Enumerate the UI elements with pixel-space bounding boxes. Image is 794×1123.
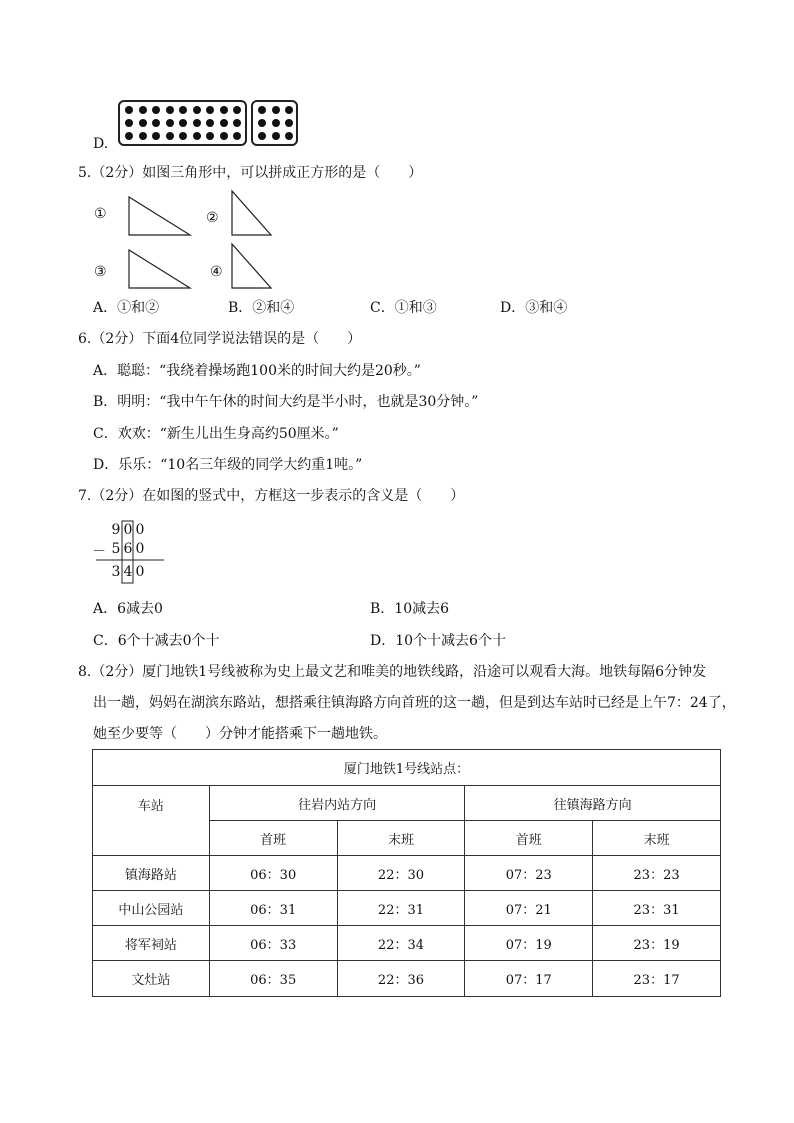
dir1-last-time: 22：34 [337, 926, 465, 961]
calc-highlight-box [122, 521, 133, 583]
calc-lines [0, 500, 200, 590]
dir2-last-header: 末班 [593, 821, 721, 856]
station-name: 文灶站 [93, 961, 210, 997]
q6-option-b: B．明明：“我中午午休的时间大约是半小时，也就是30分钟。” [93, 394, 479, 410]
direction-zhenhai-header: 往镇海路方向 [465, 786, 721, 821]
triangle-label-4: ④ [210, 264, 223, 280]
triangle-4 [232, 244, 271, 288]
q5-option-b: B．②和④ [228, 300, 295, 316]
q5-triangles [0, 0, 794, 320]
calc-r2-d2: 6 [123, 541, 133, 557]
calc-r1-d2: 0 [123, 522, 133, 538]
triangle-label-1: ① [94, 206, 107, 222]
table-title: 厦门地铁1号线站点： [93, 750, 721, 786]
dir1-first-time: 06：35 [209, 961, 337, 997]
dir2-first-header: 首班 [465, 821, 593, 856]
calc-r3-d2: 4 [123, 564, 133, 580]
direction-yannei-header: 往岩内站方向 [209, 786, 465, 821]
dir1-last-time: 22：36 [337, 961, 465, 997]
table-row [93, 856, 721, 891]
q7-stem: 7.（2分）在如图的竖式中，方框这一步表示的含义是（ ） [78, 488, 465, 504]
q7-option-c: C．6个十减去0个十 [93, 633, 220, 649]
q5-option-a: A．①和② [93, 300, 160, 316]
q8-stem-line3: 她至少要等（ ）分钟才能搭乘下一趟地铁。 [93, 726, 387, 742]
dir2-first-time: 07：23 [465, 856, 593, 891]
q5-option-d: D．③和④ [500, 300, 568, 316]
q6-stem: 6.（2分）下面4位同学说法错误的是（ ） [78, 331, 362, 347]
dir2-last-time: 23：17 [593, 961, 721, 997]
q6-option-a: A．聪聪：“我绕着操场跑100米的时间大约是20秒。” [93, 363, 421, 379]
dir1-first-time: 06：31 [209, 891, 337, 926]
station-name: 将军祠站 [93, 926, 210, 961]
dir2-last-time: 23：23 [593, 856, 721, 891]
triangle-label-2: ② [206, 210, 219, 226]
dir1-first-header: 首班 [209, 821, 337, 856]
dir1-last-time: 22：30 [337, 856, 465, 891]
triangle-label-3: ③ [94, 264, 107, 280]
q8-stem-line1: 8.（2分）厦门地铁1号线被称为史上最文艺和唯美的地铁线路，沿途可以观看大海。地铁每隔6分钟发 [78, 664, 707, 680]
table-row [93, 891, 721, 926]
triangle-1 [129, 197, 190, 235]
q7-option-d: D．10个十减去6个十 [370, 633, 506, 649]
q6-option-c: C．欢欢：“新生儿出生身高约50厘米。” [93, 426, 339, 442]
table-row [93, 926, 721, 961]
dir1-last-header: 末班 [337, 821, 465, 856]
dir2-first-time: 07：19 [465, 926, 593, 961]
calc-r1-d1: 9 [111, 522, 121, 538]
dir2-first-time: 07：21 [465, 891, 593, 926]
subway-schedule-table [92, 749, 721, 997]
dir1-last-time: 22：31 [337, 891, 465, 926]
q5-option-c: C．①和③ [370, 300, 437, 316]
triangle-2 [232, 191, 271, 235]
station-header: 车站 [93, 786, 210, 856]
calc-r1-d3: 0 [135, 522, 145, 538]
calc-r2-d3: 0 [135, 541, 145, 557]
calc-r3-d3: 0 [135, 564, 145, 580]
dir1-first-time: 06：33 [209, 926, 337, 961]
q7-option-a: A．6减去0 [93, 601, 163, 617]
q7-option-b: B．10减去6 [370, 601, 450, 617]
q4-option-d-label: D. [93, 136, 109, 152]
calc-minus-sign: － [92, 544, 106, 560]
calc-r2-d1: 5 [111, 541, 121, 557]
table-row [93, 961, 721, 997]
q8-stem-line2: 出一趟，妈妈在湖滨东路站，想搭乘往镇海路方向首班的这一趟，但是到达车站时已经是上午7：24了， [93, 695, 736, 711]
calc-r3-d1: 3 [111, 564, 121, 580]
triangle-3 [129, 250, 190, 288]
station-name: 镇海路站 [93, 856, 210, 891]
dir2-last-time: 23：31 [593, 891, 721, 926]
dir2-first-time: 07：17 [465, 961, 593, 997]
q5-stem: 5.（2分）如图三角形中，可以拼成正方形的是（ ） [78, 165, 423, 181]
q6-option-d: D．乐乐：“10名三年级的同学大约重1吨。” [93, 457, 363, 473]
dir2-last-time: 23：19 [593, 926, 721, 961]
dir1-first-time: 06：30 [209, 856, 337, 891]
station-name: 中山公园站 [93, 891, 210, 926]
